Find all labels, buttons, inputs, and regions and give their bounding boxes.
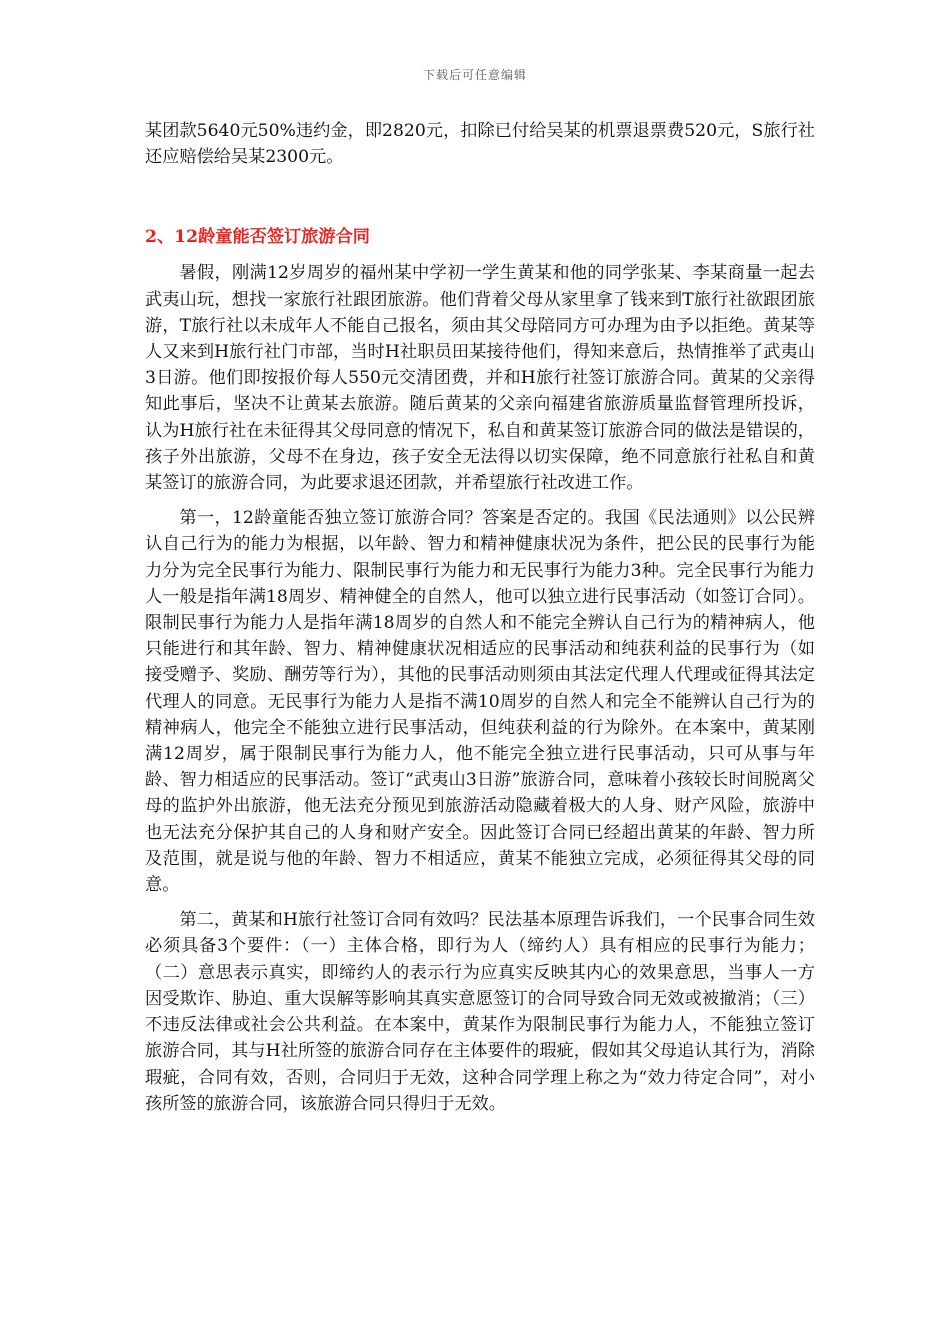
document-body: [145, 118, 815, 1117]
analysis-paragraph-first: 第一，12龄童能否独立签订旅游合同？答案是否定的。我国《民法通则》以公民辨认自己行为的能力为根据，以年龄、智力和精神健康状况为条件，把公民的民事行为能力分为完全民事行为能力、限制民事行为能力和无民事行为能力3种。完全民事行为能力人一般是指年满18周岁、精神健全的自然人，他可以独立进行民事活动（如签订合同）。限制民事行为能力人是指年满18周岁的自然人和不能完全辨认自己行为的精神病人，他只能进行和其年龄、智力、精神健康状况相适应的民事活动和纯获利益的民事行为（如接受赠予、奖励、酬劳等行为），其他的民事活动则须由其法定代理人代理或征得其法定代理人的同意。无民事行为能力人是指不满10周岁的自然人和完全不能辨认自己行为的精神病人，他完全不能独立进行民事活动，但纯获利益的行为除外。在本案中，黄某刚满12周岁，属于限制民事行为能力人，他不能完全独立进行民事活动，只可从事与年龄、智力相适应的民事活动。签订“武夷山3日游”旅游合同，意味着小孩较长时间脱离父母的监护外出旅游，他无法充分预见到旅游活动隐藏着极大的人身、财产风险，旅游中也无法充分保护其自己的人身和财产安全。因此签订合同已经超出黄某的年龄、智力所及范围，就是说与他的年龄、智力不相适应，黄某不能独立完成，必须征得其父母的同意。: [145, 508, 815, 896]
section-heading: 2、12龄童能否签订旅游合同: [145, 227, 370, 248]
case-paragraph: 暑假，刚满12岁周岁的福州某中学初一学生黄某和他的同学张某、李某商量一起去武夷山玩，想找一家旅行社跟团旅游。他们背着父母从家里拿了钱来到T旅行社欲跟团旅游，T旅行社以未成年人不能自己报名，须由其父母陪同方可办理为由予以拒绝。黄某等人又来到H旅行社门市部，当时H社职员田某接待他们，得知来意后，热情推举了武夷山3日游。他们即按报价每人550元交清团费，并和H旅行社签订旅游合同。黄某的父亲得知此事后，坚决不让黄某去旅游。随后黄某的父亲向福建省旅游质量监督管理所投诉，认为H旅行社在未征得其父母同意的情况下，私自和黄某签订旅游合同的做法是错误的，孩子外出旅游，父母不在身边，孩子安全无法得以切实保障，绝不同意旅行社私自和黄某签订的旅游合同，为此要求退还团款，并希望旅行社改进工作。: [145, 263, 815, 494]
analysis-paragraph-second: 第二，黄某和H旅行社签订合同有效吗？民法基本原理告诉我们，一个民事合同生效必须具备3个要件：（一）主体合格，即行为人（缔约人）具有相应的民事行为能力；（二）意思表示真实，即缔约人的表示行为应真实反映其内心的效果意思，当事人一方因受欺诈、胁迫、重大误解等影响其真实意愿签订的合同导致合同无效或被撤消；（三）不违反法律或社会公共利益。在本案中，黄某作为限制民事行为能力人，不能独立签订旅游合同，其与H社所签的旅游合同存在主体要件的瑕疵，假如其父母追认其行为，消除瑕疵，合同有效，否则，合同归于无效，这种合同学理上称之为“效力待定合同”，对小孩所签的旅游合同，该旅游合同只得归于无效。: [145, 910, 815, 1114]
header-note: 下载后可任意编辑: [422, 68, 527, 82]
intro-paragraph: 某团款5640元50%违约金，即2820元，扣除已付给吴某的机票退票费520元，S旅行社还应赔偿给吴某2300元。: [145, 121, 815, 168]
